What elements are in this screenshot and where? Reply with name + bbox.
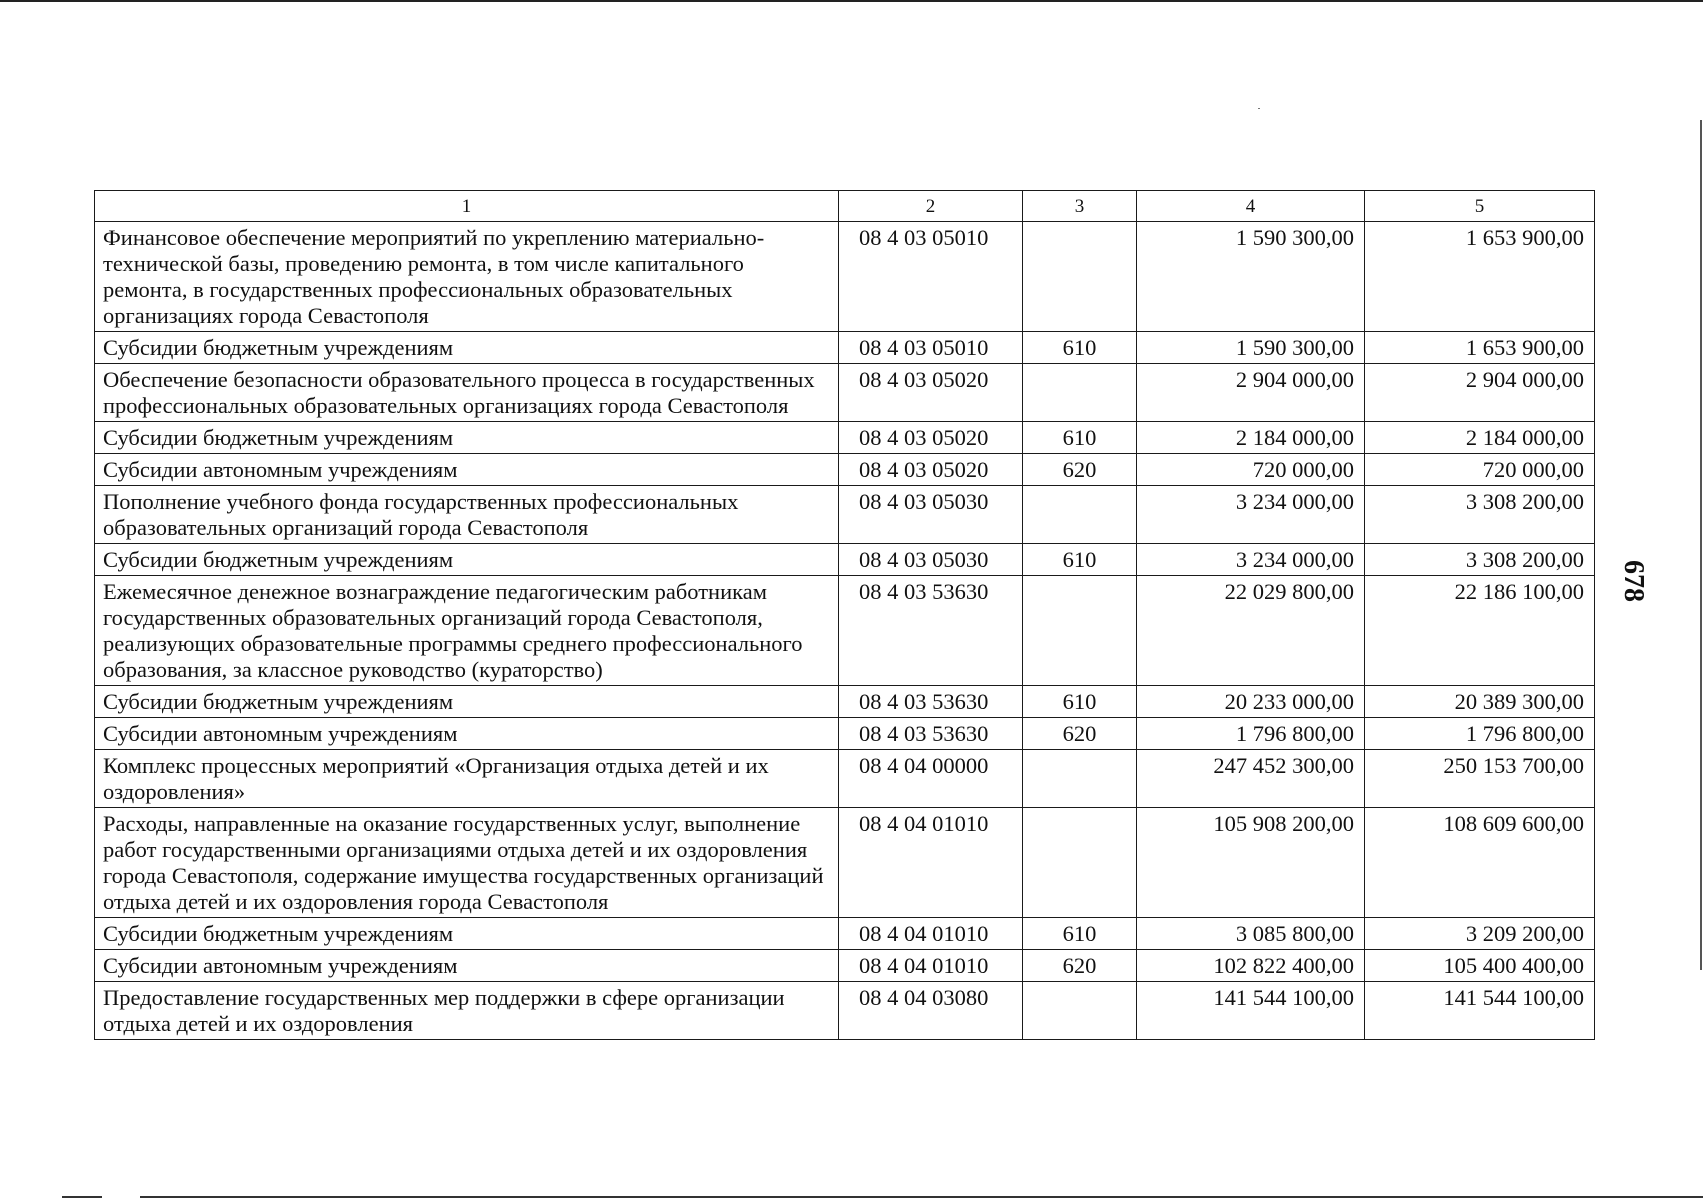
row-sum-col4: 720 000,00 [1137, 454, 1365, 486]
row-code: 08 4 04 01010 [839, 950, 1023, 982]
row-expense-type: 620 [1023, 454, 1137, 486]
scan-top-edge [0, 0, 1703, 2]
row-sum-col4: 1 796 800,00 [1137, 718, 1365, 750]
row-code: 08 4 04 03080 [839, 982, 1023, 1040]
table-row [95, 222, 1595, 332]
row-code: 08 4 04 00000 [839, 750, 1023, 808]
row-sum-col5: 105 400 400,00 [1365, 950, 1595, 982]
budget-table [94, 190, 1595, 1040]
row-sum-col4: 1 590 300,00 [1137, 332, 1365, 364]
row-sum-col5: 3 308 200,00 [1365, 486, 1595, 544]
row-sum-col4: 3 234 000,00 [1137, 486, 1365, 544]
header-col-3: 3 [1023, 191, 1137, 222]
row-sum-col5: 250 153 700,00 [1365, 750, 1595, 808]
row-sum-col4: 20 233 000,00 [1137, 686, 1365, 718]
row-code: 08 4 03 05020 [839, 454, 1023, 486]
row-expense-type: 620 [1023, 950, 1137, 982]
row-sum-col5: 108 609 600,00 [1365, 808, 1595, 918]
header-col-5: 5 [1365, 191, 1595, 222]
table-row [95, 982, 1595, 1040]
row-expense-type: 610 [1023, 422, 1137, 454]
row-code: 08 4 03 53630 [839, 718, 1023, 750]
scan-speck [1258, 108, 1260, 109]
row-code: 08 4 03 05020 [839, 422, 1023, 454]
row-expense-type: 620 [1023, 718, 1137, 750]
header-col-4: 4 [1137, 191, 1365, 222]
row-name: Ежемесячное денежное вознаграждение педагогическим работникам государственных образовательных организаций города Севастополя, реализующих образовательные программы среднего профессионального образования, за классное руководство (кураторство) [95, 576, 839, 686]
table-row [95, 364, 1595, 422]
table-body [95, 222, 1595, 1040]
table-row [95, 332, 1595, 364]
scan-bottom-rule [62, 1196, 102, 1198]
row-sum-col5: 3 308 200,00 [1365, 544, 1595, 576]
row-sum-col4: 102 822 400,00 [1137, 950, 1365, 982]
row-name: Субсидии автономным учреждениям [95, 950, 839, 982]
table-row [95, 576, 1595, 686]
row-expense-type [1023, 364, 1137, 422]
row-name: Финансовое обеспечение мероприятий по укреплению материально-технической базы, проведению ремонта, в том числе капитального ремонта, в государственных профессиональных образовательных организациях города Севастополя [95, 222, 839, 332]
row-sum-col4: 1 590 300,00 [1137, 222, 1365, 332]
row-code: 08 4 03 05020 [839, 364, 1023, 422]
header-col-2: 2 [839, 191, 1023, 222]
table-row [95, 686, 1595, 718]
row-sum-col4: 2 904 000,00 [1137, 364, 1365, 422]
row-sum-col5: 1 796 800,00 [1365, 718, 1595, 750]
row-expense-type [1023, 808, 1137, 918]
table-row [95, 918, 1595, 950]
row-sum-col4: 3 085 800,00 [1137, 918, 1365, 950]
row-sum-col5: 20 389 300,00 [1365, 686, 1595, 718]
table-row [95, 544, 1595, 576]
row-sum-col5: 2 184 000,00 [1365, 422, 1595, 454]
row-expense-type [1023, 222, 1137, 332]
scan-bottom-rule [140, 1196, 1703, 1198]
table-row [95, 422, 1595, 454]
table-header [95, 191, 1595, 222]
row-code: 08 4 03 53630 [839, 576, 1023, 686]
row-name: Предоставление государственных мер поддержки в сфере организации отдыха детей и их оздоровления [95, 982, 839, 1040]
row-expense-type: 610 [1023, 544, 1137, 576]
row-name: Расходы, направленные на оказание государственных услуг, выполнение работ государственными организациями отдыха детей и их оздоровления города Севастополя, содержание имущества государственных организаций отдыха детей и их оздоровления города Севастополя [95, 808, 839, 918]
row-code: 08 4 03 05010 [839, 222, 1023, 332]
table-row [95, 950, 1595, 982]
row-sum-col5: 720 000,00 [1365, 454, 1595, 486]
row-name: Субсидии бюджетным учреждениям [95, 918, 839, 950]
row-code: 08 4 04 01010 [839, 918, 1023, 950]
row-sum-col5: 3 209 200,00 [1365, 918, 1595, 950]
row-expense-type [1023, 486, 1137, 544]
table-row [95, 808, 1595, 918]
header-col-1: 1 [95, 191, 839, 222]
row-sum-col4: 247 452 300,00 [1137, 750, 1365, 808]
row-sum-col5: 2 904 000,00 [1365, 364, 1595, 422]
row-sum-col4: 22 029 800,00 [1137, 576, 1365, 686]
row-sum-col5: 1 653 900,00 [1365, 222, 1595, 332]
row-code: 08 4 03 05030 [839, 486, 1023, 544]
row-name: Субсидии бюджетным учреждениям [95, 686, 839, 718]
row-name: Субсидии автономным учреждениям [95, 454, 839, 486]
row-expense-type: 610 [1023, 686, 1137, 718]
row-code: 08 4 03 05030 [839, 544, 1023, 576]
row-expense-type: 610 [1023, 332, 1137, 364]
row-name: Субсидии бюджетным учреждениям [95, 422, 839, 454]
row-name: Субсидии бюджетным учреждениям [95, 544, 839, 576]
row-code: 08 4 03 53630 [839, 686, 1023, 718]
table-row [95, 486, 1595, 544]
row-expense-type [1023, 576, 1137, 686]
row-name: Пополнение учебного фонда государственных профессиональных образовательных организаций города Севастополя [95, 486, 839, 544]
row-expense-type: 610 [1023, 918, 1137, 950]
row-sum-col4: 3 234 000,00 [1137, 544, 1365, 576]
scan-right-edge [1700, 120, 1702, 970]
row-sum-col5: 1 653 900,00 [1365, 332, 1595, 364]
row-code: 08 4 03 05010 [839, 332, 1023, 364]
table-row [95, 750, 1595, 808]
table-row [95, 718, 1595, 750]
row-name: Комплекс процессных мероприятий «Организация отдыха детей и их оздоровления» [95, 750, 839, 808]
row-sum-col4: 2 184 000,00 [1137, 422, 1365, 454]
row-name: Субсидии автономным учреждениям [95, 718, 839, 750]
row-expense-type [1023, 750, 1137, 808]
row-expense-type [1023, 982, 1137, 1040]
row-code: 08 4 04 01010 [839, 808, 1023, 918]
table-row [95, 454, 1595, 486]
row-sum-col4: 105 908 200,00 [1137, 808, 1365, 918]
header-row [95, 191, 1595, 222]
page-number: 678 [1618, 560, 1649, 602]
row-sum-col5: 22 186 100,00 [1365, 576, 1595, 686]
row-sum-col4: 141 544 100,00 [1137, 982, 1365, 1040]
row-name: Обеспечение безопасности образовательного процесса в государственных профессиональных образовательных организациях города Севастополя [95, 364, 839, 422]
row-sum-col5: 141 544 100,00 [1365, 982, 1595, 1040]
row-name: Субсидии бюджетным учреждениям [95, 332, 839, 364]
